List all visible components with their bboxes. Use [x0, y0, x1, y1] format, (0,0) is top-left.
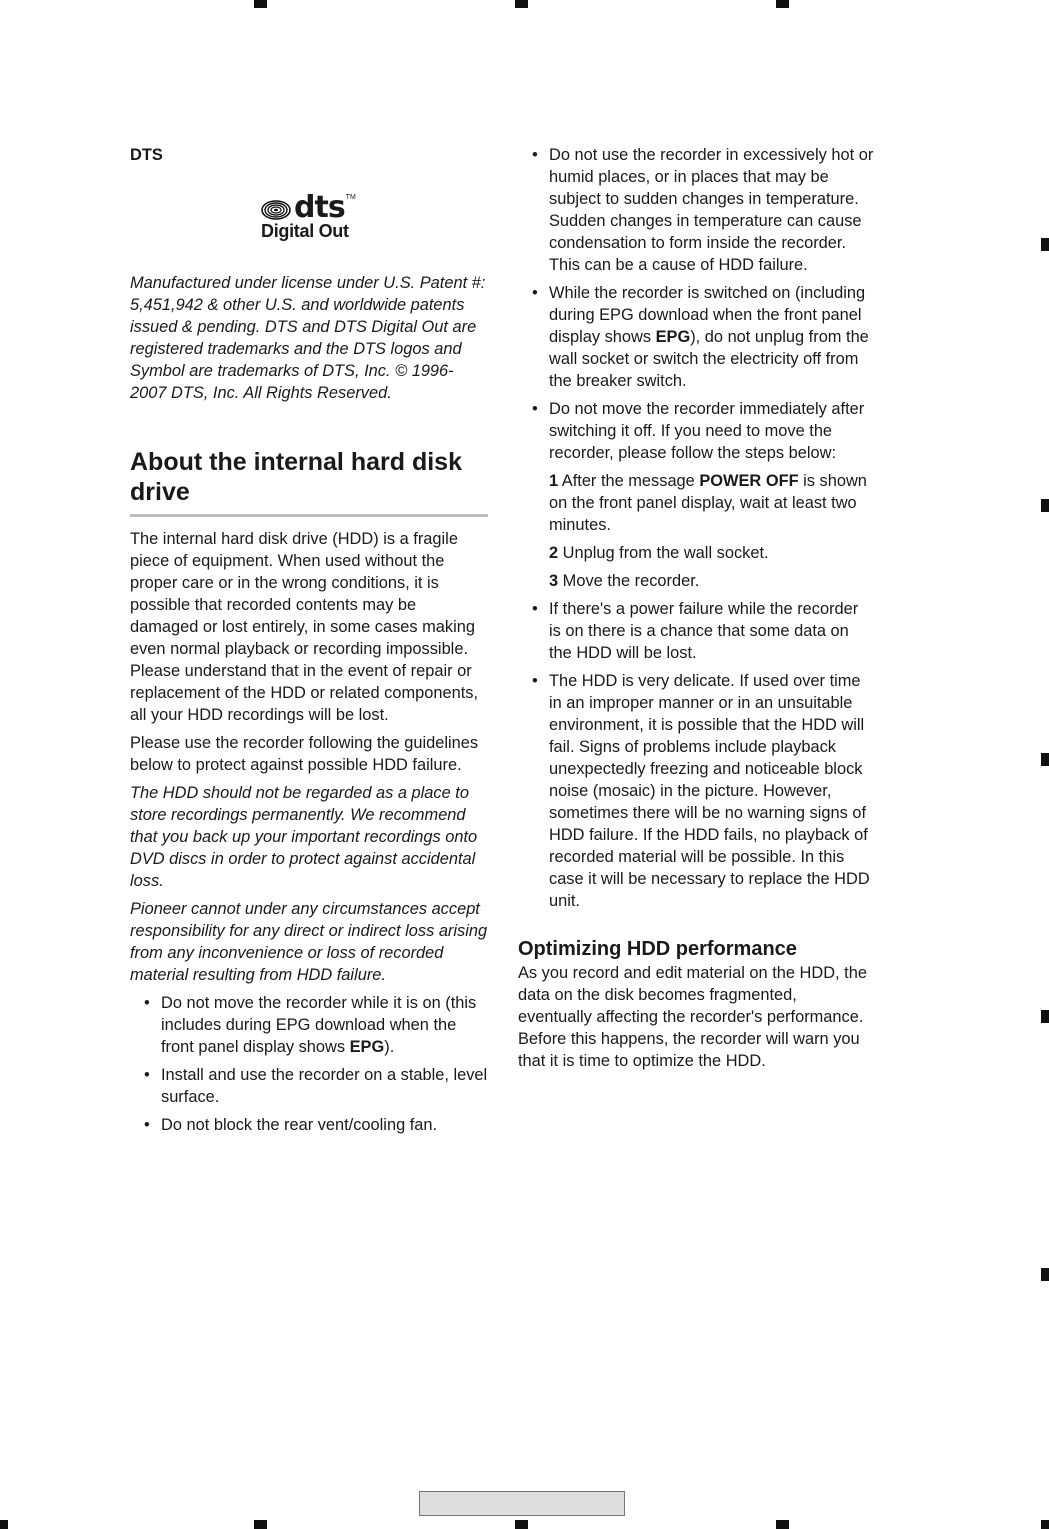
crop-mark-right-4: [1041, 1010, 1049, 1023]
optimize-section-title: Optimizing HDD performance: [518, 938, 797, 960]
dts-wordmark: dts: [294, 190, 345, 225]
hdd-section-title: About the internal hard disk drive: [130, 447, 488, 517]
dts-digital-out-logo: [261, 190, 357, 242]
list-item: • Do not use the recorder in excessively hot or humid places, or in places that may be subject to sudden changes in temperature. Sudden changes in temperature can cause condensation to form inside the recorder. This can be a cause of HDD failure.: [549, 144, 874, 276]
step-2: 2 Unplug from the wall socket.: [549, 544, 769, 562]
dts-license-text: Manufactured under license under U.S. Patent #: 5,451,942 & other U.S. and worldwide patents issued & pending. DTS and DTS Digital Out are registered trademarks and the DTS logos and Symbol are trademarks of DTS, Inc. © 1996-2007 DTS, Inc. All Rights Reserved.: [130, 274, 486, 402]
list-item: • While the recorder is switched on (including during EPG download when the front panel display shows EPG), do not unplug from the wall socket or switch the electricity off from the breaker switch.: [549, 282, 874, 392]
list-item: • Do not move the recorder immediately after switching it off. If you need to move the recorder, please follow the steps below:: [549, 398, 874, 464]
list-item: • If there's a power failure while the recorder is on there is a chance that some data on the HDD will be lost.: [549, 598, 874, 664]
move-recorder-steps: [518, 470, 874, 592]
list-item: • Do not block the rear vent/cooling fan.: [161, 1114, 488, 1136]
page-footer-box: [419, 1491, 625, 1516]
dts-disc-logo-icon: [261, 200, 291, 220]
hdd-liability-note: Pioneer cannot under any circumstances accept responsibility for any direct or indirect loss arising from any inconvenience or loss of recorded material resulting from HDD failure.: [130, 900, 488, 984]
step-3: 3 Move the recorder.: [549, 572, 700, 590]
crop-mark-top-3: [776, 0, 789, 8]
crop-mark-bottom-5: [1041, 1520, 1049, 1529]
list-item: • The HDD is very delicate. If used over time in an improper manner or in an unsuitable environment, it is possible that the HDD will fail. Signs of problems include playback unexpectedly freezing and noticeable block noise (mosaic) in the picture. However, sometimes there will be no warning signs of HDD failure. If the HDD fails, no playback of recorded material will be possible. In this case it will be necessary to replace the HDD unit.: [549, 670, 874, 912]
crop-mark-right-2: [1041, 499, 1049, 512]
hdd-backup-note: The HDD should not be regarded as a place to store recordings permanently. We recommend that you back up your important recordings onto DVD discs in order to protect against accidental loss.: [130, 784, 478, 890]
digital-out-label: Digital Out: [261, 221, 349, 241]
crop-mark-top-2: [515, 0, 528, 8]
crop-mark-right-5: [1041, 1268, 1049, 1281]
list-item: • Install and use the recorder on a stable, level surface.: [161, 1064, 488, 1108]
list-item: • Do not move the recorder while it is on (this includes during EPG download when the front panel display shows EPG).: [161, 992, 488, 1058]
crop-mark-right-3: [1041, 753, 1049, 766]
trademark-symbol: TM: [345, 194, 356, 201]
right-column: [518, 144, 874, 1072]
dts-heading: DTS: [130, 146, 163, 164]
hdd-intro-paragraph: The internal hard disk drive (HDD) is a fragile piece of equipment. When used without the proper care or in the wrong conditions, it is possible that recorded contents may be damaged or lost entirely, in some cases making even normal playback or recording impossible. Please understand that in the event of repair or replacement of the HDD or related components, all your HDD recordings will be lost.: [130, 530, 479, 724]
crop-mark-bottom-1: [0, 1520, 8, 1529]
optimize-paragraph: As you record and edit material on the HDD, the data on the disk becomes fragmented, eventually affecting the recorder's performance. Before this happens, the recorder will warn you that it is time to optimize the HDD.: [518, 964, 867, 1070]
hdd-guidelines-paragraph: Please use the recorder following the guidelines below to protect against possible HDD failure.: [130, 734, 479, 774]
crop-mark-bottom-2: [254, 1520, 267, 1529]
crop-mark-bottom-3: [515, 1520, 528, 1529]
hdd-precautions-list-left: [130, 992, 488, 1136]
hdd-precautions-list-right-2: [518, 598, 874, 912]
left-column: [130, 144, 488, 1136]
crop-mark-bottom-4: [776, 1520, 789, 1529]
step-1: 1 After the message POWER OFF is shown on the front panel display, wait at least two minutes.: [549, 472, 867, 534]
crop-mark-right-1: [1041, 238, 1049, 251]
hdd-precautions-list-right: [518, 144, 874, 464]
crop-mark-top-1: [254, 0, 267, 8]
